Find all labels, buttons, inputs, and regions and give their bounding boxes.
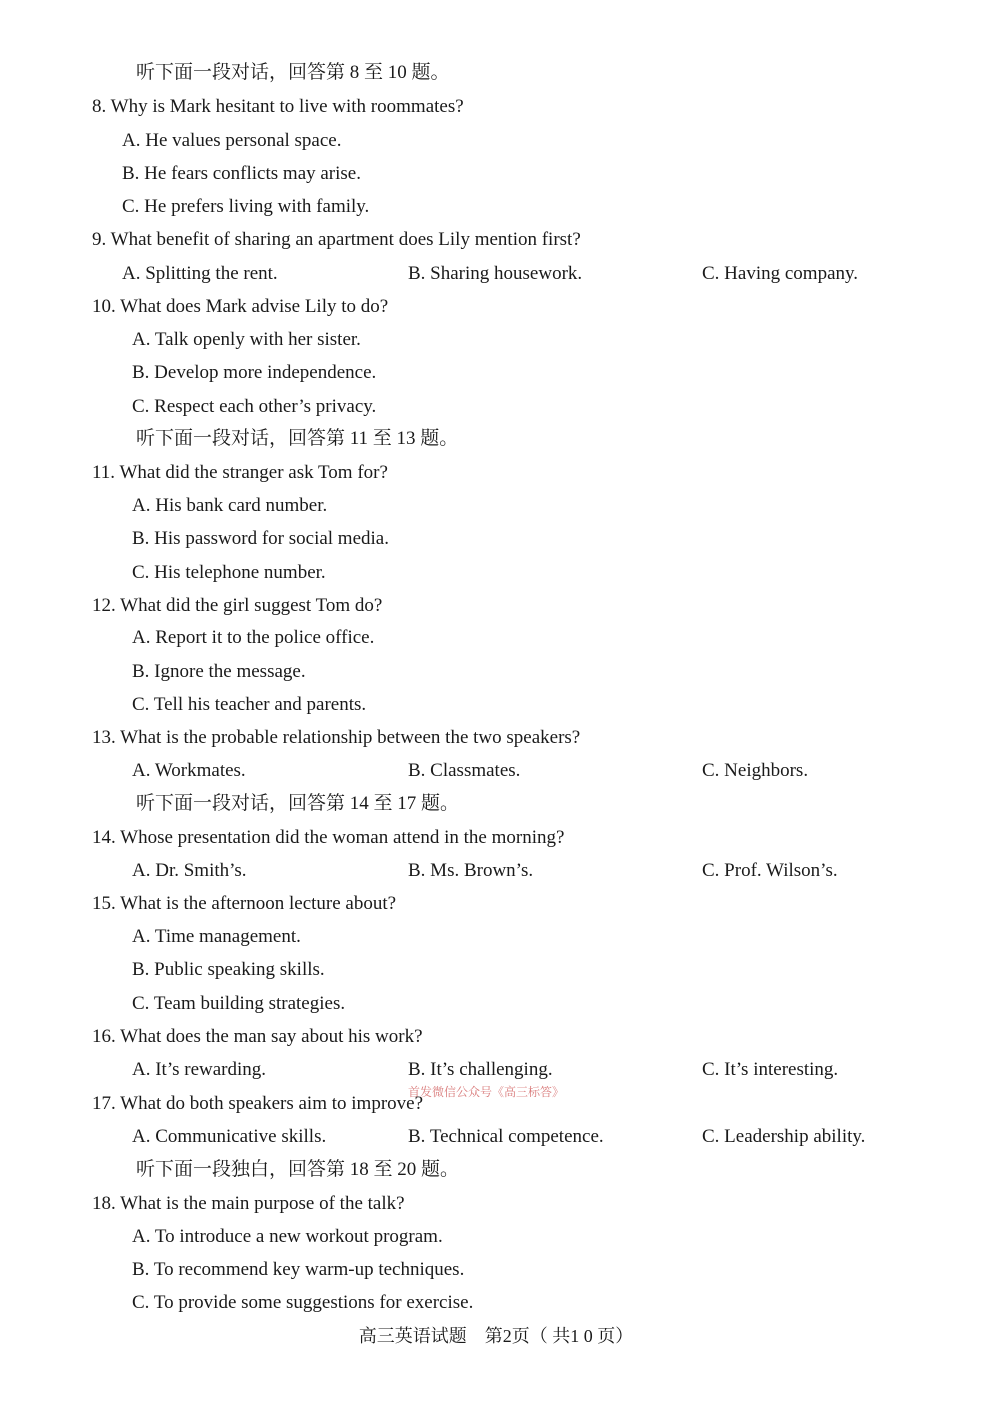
question-18-option-c: C. To provide some suggestions for exercise. xyxy=(132,1292,474,1313)
question-18-option-a: A. To introduce a new workout program. xyxy=(132,1226,443,1247)
question-9-stem: 9. What benefit of sharing an apartment does Lily mention first? xyxy=(92,229,581,250)
question-10-stem: 10. What does Mark advise Lily to do? xyxy=(92,296,389,317)
question-8-stem: 8. Why is Mark hesitant to live with roommates? xyxy=(92,96,464,117)
question-9-option-b: B. Sharing housework. xyxy=(408,263,583,284)
question-14-option-c: C. Prof. Wilson’s. xyxy=(702,860,838,881)
question-11-option-a: A. His bank card number. xyxy=(132,495,328,516)
question-10-option-c: C. Respect each other’s privacy. xyxy=(132,396,377,417)
question-13-option-a: A. Workmates. xyxy=(132,760,246,781)
question-15-stem: 15. What is the afternoon lecture about? xyxy=(92,893,397,914)
question-12-option-a: A. Report it to the police office. xyxy=(132,627,375,648)
watermark-text: 首发微信公众号《高三标答》 xyxy=(408,1085,565,1099)
question-11-stem: 11. What did the stranger ask Tom for? xyxy=(92,462,388,483)
question-8-option-b: B. He fears conflicts may arise. xyxy=(122,163,361,184)
question-13-option-c: C. Neighbors. xyxy=(702,760,809,781)
question-15-option-a: A. Time management. xyxy=(132,926,301,947)
question-12-option-b: B. Ignore the message. xyxy=(132,661,306,682)
question-9-option-c: C. Having company. xyxy=(702,263,859,284)
question-13-option-b: B. Classmates. xyxy=(408,760,521,781)
question-16-option-b: B. It’s challenging. xyxy=(408,1059,553,1080)
question-12-stem: 12. What did the girl suggest Tom do? xyxy=(92,595,383,616)
question-11-option-c: C. His telephone number. xyxy=(132,562,326,583)
question-17-option-c: C. Leadership ability. xyxy=(702,1126,866,1147)
page-footer: 高三英语试题 第2页（ 共1 0 页） xyxy=(358,1326,634,1346)
question-15-option-b: B. Public speaking skills. xyxy=(132,959,325,980)
question-10-option-a: A. Talk openly with her sister. xyxy=(132,329,361,350)
question-8-option-a: A. He values personal space. xyxy=(122,130,342,151)
question-18-stem: 18. What is the main purpose of the talk? xyxy=(92,1193,405,1214)
question-17-stem: 17. What do both speakers aim to improve? xyxy=(92,1093,424,1114)
question-16-option-a: A. It’s rewarding. xyxy=(132,1059,267,1080)
question-15-option-c: C. Team building strategies. xyxy=(132,993,346,1014)
question-14-option-b: B. Ms. Brown’s. xyxy=(408,860,534,881)
question-18-option-b: B. To recommend key warm-up techniques. xyxy=(132,1259,465,1280)
question-17-option-b: B. Technical competence. xyxy=(408,1126,604,1147)
question-10-option-b: B. Develop more independence. xyxy=(132,362,377,383)
section-heading: 听下面一段对话，回答第 14 至 17 题。 xyxy=(136,793,460,814)
question-17-option-a: A. Communicative skills. xyxy=(132,1126,327,1147)
question-8-option-c: C. He prefers living with family. xyxy=(122,196,370,217)
question-11-option-b: B. His password for social media. xyxy=(132,528,389,549)
question-16-option-c: C. It’s interesting. xyxy=(702,1059,839,1080)
question-12-option-c: C. Tell his teacher and parents. xyxy=(132,694,367,715)
section-heading: 听下面一段对话，回答第 8 至 10 题。 xyxy=(136,62,450,83)
question-14-stem: 14. Whose presentation did the woman attend in the morning? xyxy=(92,827,565,848)
question-9-option-a: A. Splitting the rent. xyxy=(122,263,278,284)
section-heading: 听下面一段对话，回答第 11 至 13 题。 xyxy=(136,428,459,449)
question-13-stem: 13. What is the probable relationship between the two speakers? xyxy=(92,727,581,748)
question-14-option-a: A. Dr. Smith’s. xyxy=(132,860,247,881)
question-16-stem: 16. What does the man say about his work? xyxy=(92,1026,423,1047)
section-heading: 听下面一段独白，回答第 18 至 20 题。 xyxy=(136,1159,460,1180)
